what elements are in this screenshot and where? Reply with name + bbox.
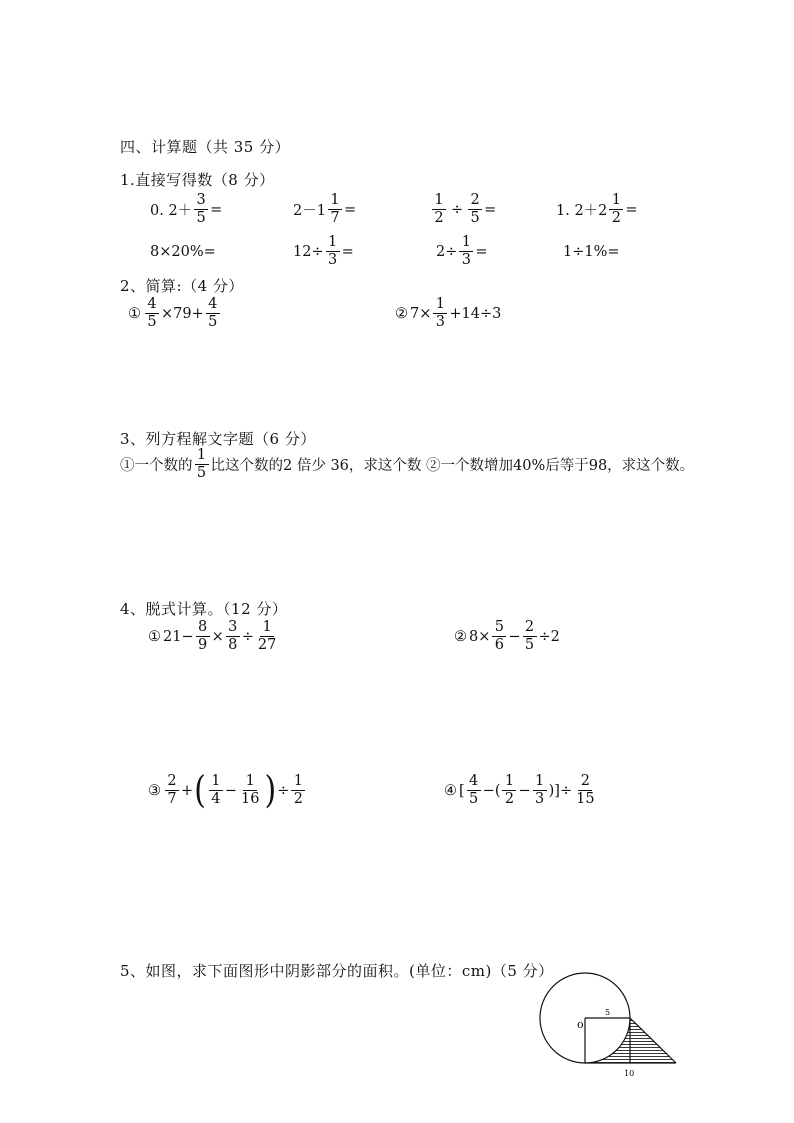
q3-problem: ①一个数的 $\frac{1}{5}$ 比这个数的2 倍少 36，求这个数 ②一个数增加40%后等于98，求这个数。 bbox=[120, 447, 695, 482]
q2-expr-1: ① $\frac{4}{5}$ ×79+ $\frac{4}{5}$ bbox=[128, 297, 222, 330]
fraction: $\frac{2}{5}$ bbox=[468, 193, 482, 226]
fraction: $\frac{1}{2}$ bbox=[291, 774, 305, 807]
shaded-region bbox=[586, 1018, 676, 1063]
fraction: $\frac{4}{5}$ bbox=[145, 297, 159, 330]
q1-r1c1: 0. 2＋ $\frac{3}{5}$ = bbox=[150, 192, 223, 227]
q2-expr-2: ② 7× $\frac{1}{3}$ +14÷3 bbox=[395, 296, 502, 331]
q4-expr-1: ① 21− $\frac{8}{9}$ × $\frac{3}{8}$ ÷ $\frac{1}{27}$ bbox=[148, 619, 277, 654]
fraction: $\frac{3}{8}$ bbox=[226, 620, 240, 653]
q4-expr-2: ② 8× $\frac{5}{6}$ − $\frac{2}{5}$ ÷2 bbox=[454, 619, 560, 654]
q4-expr-4: ④ [ $\frac{4}{5}$ −( $\frac{1}{2}$ − $\frac{1}{3}$ )]÷ $\frac{2}{15}$ bbox=[444, 773, 595, 808]
label-base: 10 bbox=[624, 1069, 635, 1078]
fraction: $\frac{1}{27}$ bbox=[257, 619, 277, 654]
shaded-area-figure bbox=[530, 965, 690, 1085]
fraction: $\frac{2}{7}$ bbox=[165, 774, 179, 807]
fraction: $\frac{1}{2}$ bbox=[502, 774, 516, 807]
q1-r2c4: 1÷1%= bbox=[563, 244, 620, 260]
fraction: $\frac{1}{16}$ bbox=[241, 773, 260, 808]
fraction: $\frac{1}{3}$ bbox=[533, 774, 547, 807]
q1-r1c3: $\frac{1}{2}$ ÷ $\frac{2}{5}$ = bbox=[430, 193, 496, 226]
fraction: $\frac{1}{3}$ bbox=[433, 297, 447, 330]
fraction: $\frac{5}{6}$ bbox=[492, 620, 506, 653]
fraction: $\frac{1}{2}$ bbox=[609, 193, 623, 226]
q1-r1c4: 1. 2＋2 $\frac{1}{2}$ = bbox=[556, 192, 638, 227]
fraction: $\frac{8}{9}$ bbox=[196, 620, 210, 653]
q1-r2c2: 12÷ $\frac{1}{3}$ = bbox=[293, 234, 354, 269]
fraction: $\frac{1}{4}$ bbox=[209, 774, 223, 807]
section-title: 四、计算题（共 35 分） bbox=[120, 138, 291, 156]
fraction: $\frac{2}{5}$ bbox=[523, 620, 537, 653]
label-radius: 5 bbox=[605, 1008, 611, 1017]
fraction: $\frac{1}{2}$ bbox=[432, 193, 446, 226]
q4-title: 4、脱式计算。（12 分） bbox=[120, 600, 288, 618]
fraction: $\frac{1}{3}$ bbox=[326, 235, 340, 268]
q2-title: 2、简算:（4 分） bbox=[120, 277, 244, 295]
q1-title: 1.直接写得数（8 分） bbox=[120, 171, 275, 189]
label-center: o bbox=[577, 1018, 584, 1031]
fraction: $\frac{3}{5}$ bbox=[194, 193, 208, 226]
q3-title: 3、列方程解文字题（6 分） bbox=[120, 430, 316, 448]
fraction: $\frac{1}{5}$ bbox=[195, 448, 209, 481]
fraction: $\frac{2}{15}$ bbox=[576, 773, 595, 808]
q1-r2c1: 8×20%= bbox=[150, 244, 216, 260]
fraction: $\frac{1}{3}$ bbox=[459, 235, 473, 268]
text: 0. 2＋ bbox=[150, 203, 193, 220]
q5-title: 5、如图，求下面图形中阴影部分的面积。(单位：cm)（5 分） bbox=[120, 962, 554, 980]
q4-expr-3: ③ $\frac{2}{7}$ + ( $\frac{1}{4}$ − $\frac{1}{16}$ ) ÷ $\frac{1}{2}$ bbox=[148, 774, 307, 807]
q1-r2c3: 2÷ $\frac{1}{3}$ = bbox=[436, 234, 488, 269]
fraction: $\frac{4}{5}$ bbox=[206, 297, 220, 330]
fraction: $\frac{4}{5}$ bbox=[467, 774, 481, 807]
fraction: $\frac{1}{7}$ bbox=[328, 193, 342, 226]
q1-r1c2: 2－1 $\frac{1}{7}$ = bbox=[293, 192, 357, 227]
